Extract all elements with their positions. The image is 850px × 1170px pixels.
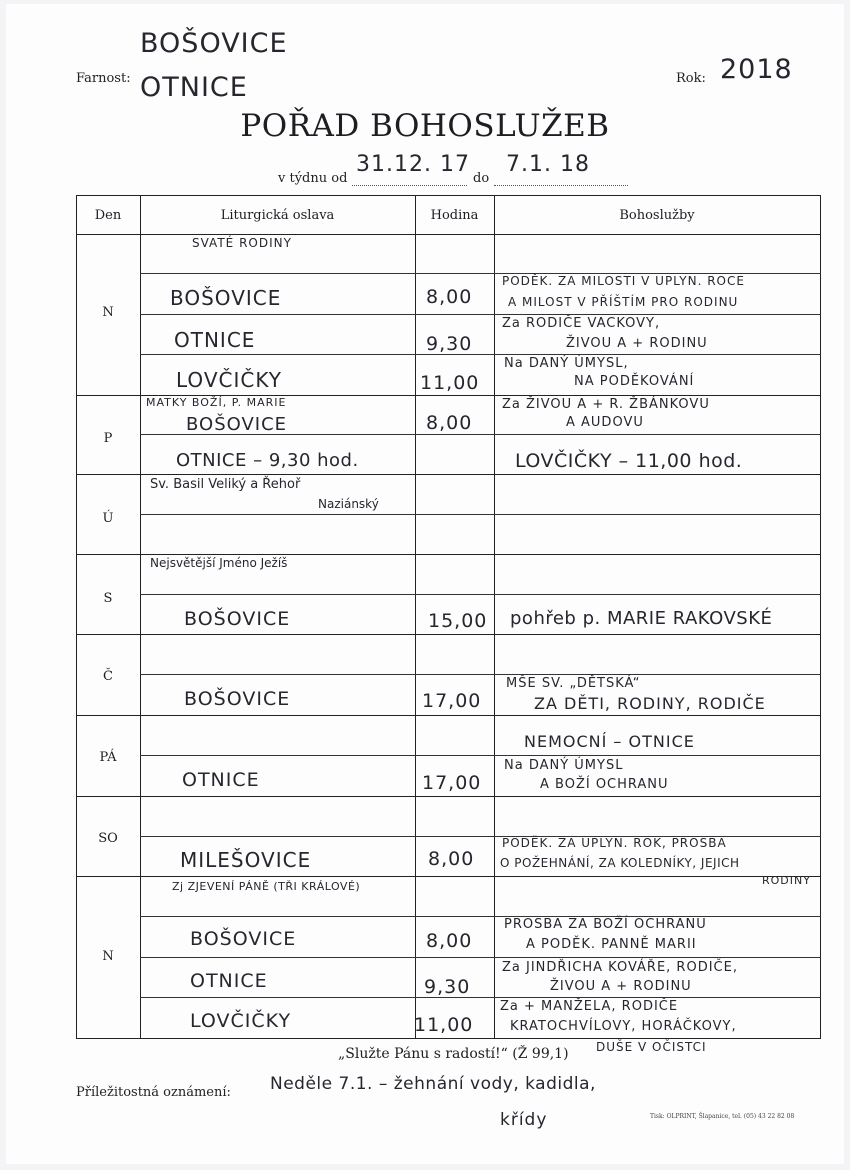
mass-hour: 9,30 xyxy=(424,976,471,998)
day-label: S xyxy=(103,591,113,606)
page-title: POŘAD BOHOSLUŽEB xyxy=(240,108,610,144)
column-header-oslava: Liturgická oslava xyxy=(220,208,335,223)
service-line: NA PODĚKOVÁNÍ xyxy=(574,374,695,389)
service-line: LOVČIČKY – 11,00 hod. xyxy=(515,450,743,472)
service-line: Za ŽIVOU A + R. ŽBÁNKOVU xyxy=(502,397,710,412)
table-right-border xyxy=(820,195,821,1038)
row-divider xyxy=(140,314,821,315)
feast-name: MATKY BOŽÍ, P. MARIE xyxy=(146,396,287,409)
day-label: P xyxy=(103,431,113,446)
parish-name-2: OTNICE xyxy=(140,72,248,103)
table-bottom-border xyxy=(76,1038,821,1039)
table-top-border xyxy=(76,195,821,196)
motto: „Služte Pánu s radostí!“ (Ž 99,1) xyxy=(338,1046,569,1062)
row-divider xyxy=(140,594,821,595)
row-divider xyxy=(140,755,821,756)
place-name: OTNICE xyxy=(174,328,256,352)
day-label: N xyxy=(102,305,114,320)
day-separator xyxy=(76,554,821,555)
row-divider xyxy=(140,674,821,675)
column-divider-den xyxy=(140,195,141,1038)
day-label: N xyxy=(102,949,114,964)
place-name: OTNICE xyxy=(182,769,260,791)
service-line: A MILOST V PŘÍŠTÍM PRO RODINU xyxy=(508,295,739,309)
place-name: LOVČIČKY xyxy=(190,1010,292,1032)
year-label: Rok: xyxy=(676,71,706,86)
feast-name: SVATÉ RODINY xyxy=(192,236,292,250)
week-from-label: v týdnu od xyxy=(278,171,348,186)
announcements-label: Příležitostná oznámení: xyxy=(76,1085,231,1100)
column-header-bohosluzby: Bohoslužby xyxy=(619,208,695,223)
service-line: PODĚK. ZA UPLYN. ROK, PROSBA xyxy=(502,836,727,850)
service-line: ŽIVOU A + RODINU xyxy=(550,979,692,994)
place-name: LOVČIČKY xyxy=(176,368,282,392)
week-to-dots xyxy=(494,185,628,186)
service-line: ŽIVOU A + RODINU xyxy=(566,336,708,351)
announcement-text: Neděle 7.1. – žehnání vody, kadidla, xyxy=(270,1074,596,1094)
mass-hour: 8,00 xyxy=(426,286,473,308)
service-line: O POŽEHNÁNÍ, ZA KOLEDNÍKY, JEJICH xyxy=(500,856,740,870)
service-line: Na DANÝ ÚMYSL xyxy=(504,758,624,773)
place-name: BOŠOVICE xyxy=(170,286,282,310)
feast-name: Nejsvětější Jméno Ježíš xyxy=(150,556,288,570)
service-line: A BOŽÍ OCHRANU xyxy=(540,777,669,792)
service-line: NEMOCNÍ – OTNICE xyxy=(524,732,695,751)
column-divider-hodina xyxy=(494,195,495,1038)
place-name: OTNICE xyxy=(190,970,268,992)
day-label: PÁ xyxy=(99,750,117,765)
mass-hour: 17,00 xyxy=(422,690,482,712)
place-name: OTNICE – 9,30 hod. xyxy=(176,450,359,471)
row-divider xyxy=(140,957,821,958)
service-line: A PODĚK. PANNĚ MARII xyxy=(526,937,697,952)
service-line: pohřeb p. MARIE RAKOVSKÉ xyxy=(510,608,773,629)
day-label: SO xyxy=(98,831,118,846)
parish-label: Farnost: xyxy=(76,71,131,86)
week-from-value: 31.12. 17 xyxy=(356,152,470,177)
service-line: DUŠE V OČISTCI xyxy=(596,1040,707,1054)
service-line: A AUDOVU xyxy=(566,415,644,430)
place-name: BOŠOVICE xyxy=(184,688,291,710)
mass-hour: 11,00 xyxy=(420,372,480,394)
row-divider xyxy=(140,354,821,355)
place-name: BOŠOVICE xyxy=(190,928,297,950)
column-header-hodina: Hodina xyxy=(430,208,479,223)
mass-hour: 17,00 xyxy=(422,772,482,794)
service-line: Za RODIČE VACKOVY, xyxy=(502,316,661,331)
service-line: MŠE SV. „DĚTSKÁ“ xyxy=(506,676,641,691)
service-line: KRATOCHVÍLOVY, HORÁČKOVY, xyxy=(510,1019,737,1034)
year-value: 2018 xyxy=(720,54,793,85)
day-separator xyxy=(76,474,821,475)
mass-hour: 11,00 xyxy=(414,1014,474,1036)
feast-name: Naziánský xyxy=(318,497,379,511)
printer-note: Tisk: OLPRINT, Šlapanice, tel. (05) 43 22 82 08 xyxy=(650,1113,795,1120)
day-label: Č xyxy=(103,669,113,684)
place-name: MILEŠOVICE xyxy=(180,848,312,872)
mass-hour: 9,30 xyxy=(426,333,473,355)
column-header-den: Den xyxy=(94,208,122,223)
row-divider xyxy=(140,514,821,515)
day-label: Ú xyxy=(102,511,114,526)
day-separator xyxy=(76,634,821,635)
mass-hour: 15,00 xyxy=(428,610,488,632)
parish-name-1: BOŠOVICE xyxy=(140,28,288,59)
week-to-value: 7.1. 18 xyxy=(506,152,590,177)
row-divider xyxy=(140,916,821,917)
column-divider-oslava xyxy=(415,195,416,1038)
feast-name: Sv. Basil Veliký a Řehoř xyxy=(150,477,301,492)
day-separator xyxy=(76,796,821,797)
row-divider xyxy=(140,997,821,998)
header-row-divider xyxy=(76,234,821,235)
mass-hour: 8,00 xyxy=(426,930,473,952)
service-line: Za JINDŘICHA KOVÁŘE, RODIČE, xyxy=(502,960,738,975)
mass-hour: 8,00 xyxy=(428,848,475,870)
week-from-dots xyxy=(352,185,467,186)
service-line: PODĚK. ZA MILOSTI V UPLYN. ROCE xyxy=(502,274,745,288)
day-separator xyxy=(76,715,821,716)
day-separator xyxy=(76,876,821,877)
mass-hour: 8,00 xyxy=(426,412,473,434)
service-line: RODINY xyxy=(762,874,811,887)
service-line: Na DANÝ ÚMYSL, xyxy=(504,356,629,371)
feast-name: Zj ZJEVENÍ PÁNĚ (TŘI KRÁLOVÉ) xyxy=(172,880,361,893)
week-to-label: do xyxy=(473,171,490,186)
table-left-border xyxy=(76,195,77,1038)
service-line: Za + MANŽELA, RODIČE xyxy=(500,999,679,1014)
service-line: PROSBA ZA BOŽÍ OCHRANU xyxy=(504,917,707,932)
place-name: BOŠOVICE xyxy=(186,414,288,435)
service-line: ZA DĚTI, RODINY, RODIČE xyxy=(534,694,766,713)
place-name: BOŠOVICE xyxy=(184,608,291,630)
announcement-text: křídy xyxy=(500,1110,548,1130)
